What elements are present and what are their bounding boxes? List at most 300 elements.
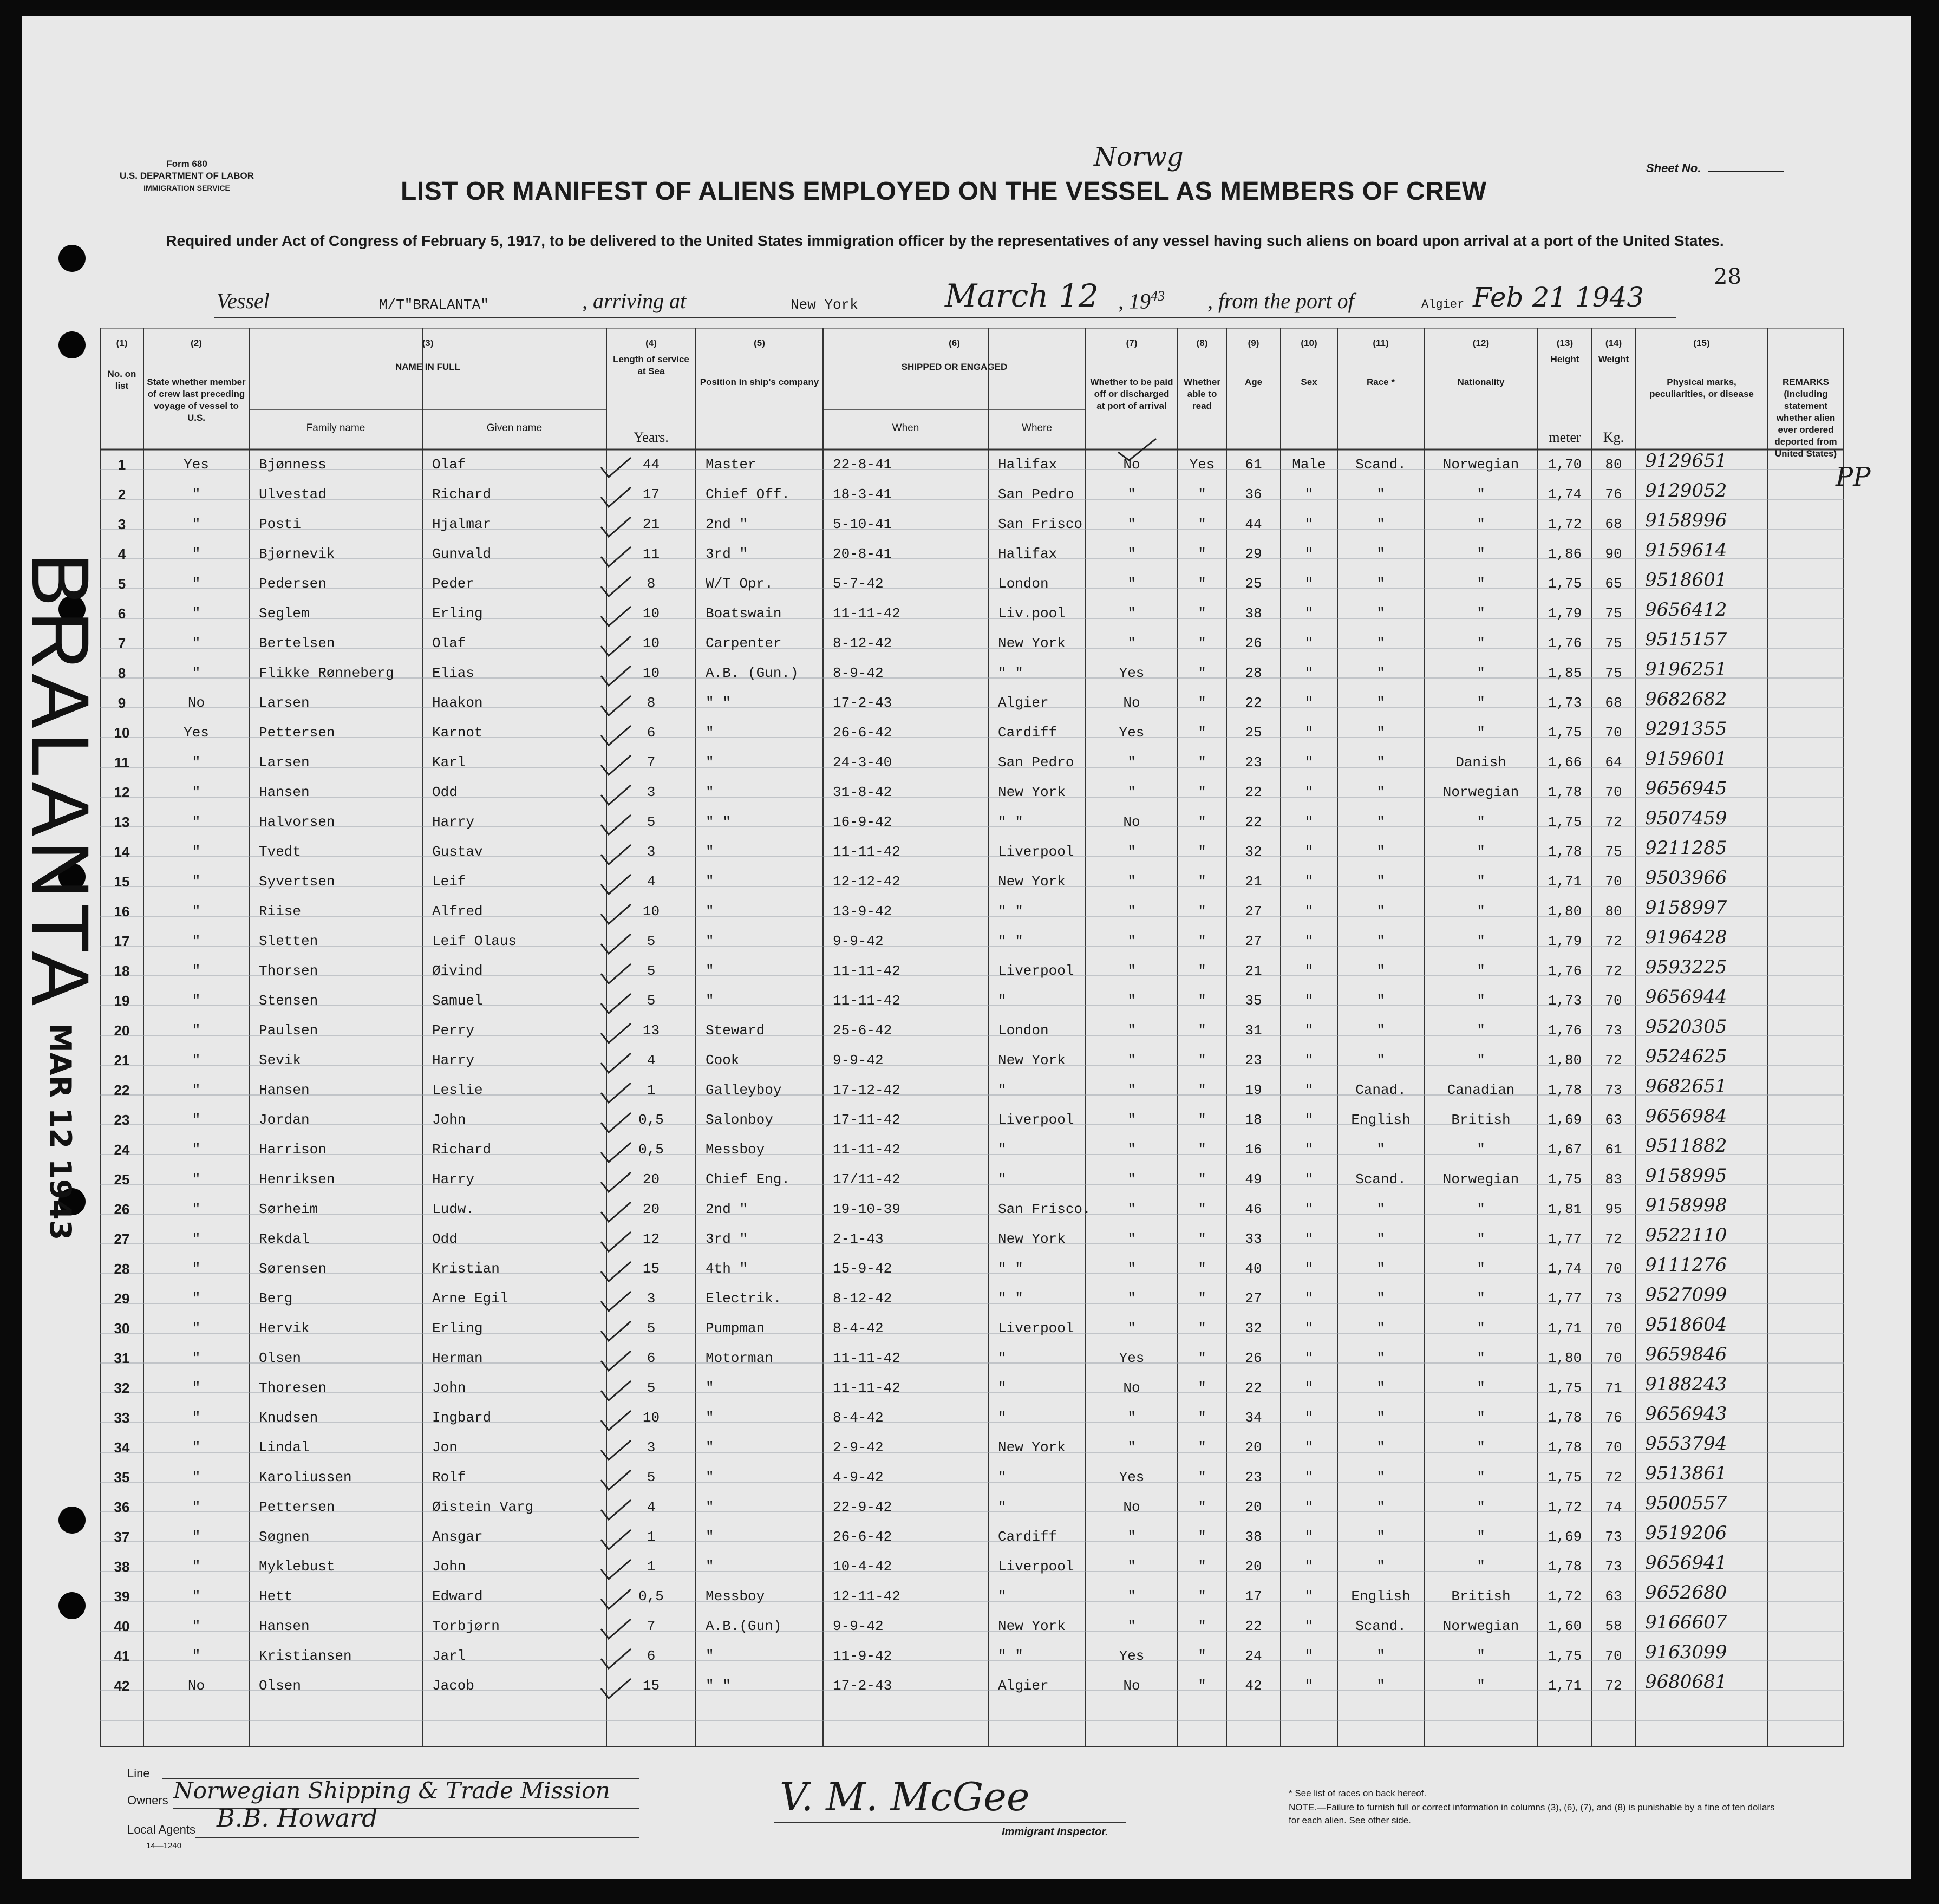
crew-manifest-table bbox=[100, 328, 1871, 1752]
given-name: Gustav bbox=[432, 844, 483, 860]
height: 1,78 bbox=[1548, 1082, 1582, 1098]
shipped-where: New York bbox=[998, 635, 1066, 651]
shipped-where: New York bbox=[998, 1618, 1066, 1634]
given-name: Odd bbox=[432, 784, 458, 800]
age: 23 bbox=[1245, 1469, 1262, 1485]
shipped-where: " " bbox=[998, 814, 1023, 830]
position: " bbox=[706, 993, 714, 1009]
family-name: Henriksen bbox=[259, 1171, 335, 1188]
able-to-read: " bbox=[1198, 1529, 1206, 1545]
weight: 63 bbox=[1605, 1112, 1622, 1128]
given-name: Øistein Varg bbox=[432, 1499, 534, 1515]
table-row bbox=[100, 837, 1844, 867]
position: Steward bbox=[706, 1022, 765, 1039]
given-name: Erling bbox=[432, 1320, 483, 1336]
position: " bbox=[706, 1410, 714, 1426]
previous-voyage: " bbox=[192, 814, 201, 830]
weight: 80 bbox=[1605, 903, 1622, 920]
arrival-port: New York bbox=[791, 297, 858, 313]
age: 21 bbox=[1245, 873, 1262, 890]
physical-marks: 9656412 bbox=[1645, 599, 1727, 621]
row-number: 42 bbox=[114, 1678, 130, 1694]
given-name: Øivind bbox=[432, 963, 483, 979]
table-row bbox=[100, 1552, 1844, 1582]
height: 1,74 bbox=[1548, 1261, 1582, 1277]
paid-off: No bbox=[1123, 1678, 1140, 1694]
able-to-read: " bbox=[1198, 1082, 1206, 1098]
shipped-where: New York bbox=[998, 1439, 1066, 1456]
table-row bbox=[100, 748, 1844, 778]
shipped-where: " bbox=[998, 1082, 1007, 1098]
able-to-read: " bbox=[1198, 1171, 1206, 1188]
position: Cook bbox=[706, 1052, 740, 1068]
age: 38 bbox=[1245, 605, 1262, 622]
sex: " bbox=[1304, 1320, 1314, 1336]
nationality: " bbox=[1477, 635, 1485, 651]
shipped-when: 19-10-39 bbox=[833, 1201, 900, 1217]
given-name: Olaf bbox=[432, 457, 466, 473]
age: 61 bbox=[1245, 457, 1262, 473]
position: " bbox=[706, 784, 714, 800]
table-row bbox=[100, 807, 1844, 837]
weight: 74 bbox=[1605, 1499, 1622, 1515]
previous-voyage: " bbox=[192, 784, 201, 800]
column-header: State whether member of crew last preceding voyage of vessel to U.S. bbox=[147, 377, 246, 423]
row-number: 4 bbox=[117, 546, 126, 562]
physical-marks: 9188243 bbox=[1645, 1373, 1727, 1395]
row-number: 34 bbox=[114, 1439, 130, 1456]
position: 3rd " bbox=[706, 546, 748, 562]
family-name: Hervik bbox=[259, 1320, 310, 1336]
age: 22 bbox=[1245, 1380, 1262, 1396]
physical-marks: 9522110 bbox=[1645, 1224, 1727, 1246]
row-number: 24 bbox=[114, 1142, 130, 1158]
shipped-when: 8-12-42 bbox=[833, 635, 892, 651]
nationality: Canadian bbox=[1447, 1082, 1515, 1098]
position: " bbox=[706, 1469, 714, 1485]
row-number: 3 bbox=[117, 516, 126, 532]
shipped-where: Liverpool bbox=[998, 1320, 1074, 1336]
row-number: 8 bbox=[117, 665, 126, 681]
given-name: Jarl bbox=[432, 1648, 466, 1664]
shipped-where: " bbox=[998, 1499, 1007, 1515]
age: 19 bbox=[1245, 1082, 1262, 1098]
family-name: Bertelsen bbox=[259, 635, 335, 651]
given-name: John bbox=[432, 1559, 466, 1575]
able-to-read: " bbox=[1198, 1112, 1206, 1128]
shipped-when: 10-4-42 bbox=[833, 1559, 892, 1575]
nationality: " bbox=[1477, 933, 1485, 949]
age: 36 bbox=[1245, 486, 1262, 503]
table-row bbox=[100, 1224, 1844, 1254]
given-name: Olaf bbox=[432, 635, 466, 651]
weight: 71 bbox=[1605, 1380, 1622, 1396]
height: 1,79 bbox=[1548, 605, 1582, 622]
sex: " bbox=[1304, 486, 1314, 503]
column-header: Position in ship's company bbox=[700, 377, 819, 387]
family-name: Karoliussen bbox=[259, 1469, 352, 1485]
race: " bbox=[1376, 873, 1385, 890]
shipped-where: San Frisco bbox=[998, 516, 1083, 532]
race: " bbox=[1376, 1290, 1385, 1307]
paid-off: " bbox=[1127, 873, 1136, 890]
weight: 75 bbox=[1605, 635, 1622, 651]
sex: " bbox=[1304, 993, 1314, 1009]
given-name: Harry bbox=[432, 814, 475, 830]
column-header: Height bbox=[1550, 354, 1579, 364]
given-name: Samuel bbox=[432, 993, 483, 1009]
binder-hole bbox=[58, 245, 86, 272]
physical-marks: 9553794 bbox=[1645, 1433, 1727, 1455]
remarks-mark: PP bbox=[1836, 462, 1871, 492]
shipped-when: 8-4-42 bbox=[833, 1410, 884, 1426]
race: " bbox=[1376, 754, 1385, 771]
age: 20 bbox=[1245, 1439, 1262, 1456]
weight: 65 bbox=[1605, 576, 1622, 592]
weight: 70 bbox=[1605, 1261, 1622, 1277]
able-to-read: " bbox=[1198, 1201, 1206, 1217]
age: 17 bbox=[1245, 1588, 1262, 1605]
sex: " bbox=[1304, 1171, 1314, 1188]
height: 1,71 bbox=[1548, 1678, 1582, 1694]
shipped-when: 2-1-43 bbox=[833, 1231, 884, 1247]
years-at-sea: 8 bbox=[647, 576, 656, 592]
height: 1,75 bbox=[1548, 1469, 1582, 1485]
sex: " bbox=[1304, 1261, 1314, 1277]
race: " bbox=[1376, 1439, 1385, 1456]
height: 1,80 bbox=[1548, 1350, 1582, 1366]
paid-off: " bbox=[1127, 516, 1136, 532]
sex: " bbox=[1304, 1082, 1314, 1098]
given-name: Peder bbox=[432, 576, 475, 592]
given-name: Ludw. bbox=[432, 1201, 475, 1217]
shipped-when: 2-9-42 bbox=[833, 1439, 884, 1456]
shipped-where: " bbox=[998, 1380, 1007, 1396]
family-name: Sørheim bbox=[259, 1201, 318, 1217]
nationality: " bbox=[1477, 1142, 1485, 1158]
height: 1,74 bbox=[1548, 486, 1582, 503]
race: " bbox=[1376, 814, 1385, 830]
sex: " bbox=[1304, 1439, 1314, 1456]
shipped-when: 17-11-42 bbox=[833, 1112, 900, 1128]
binder-hole bbox=[58, 331, 86, 358]
agents-label: Local Agents bbox=[127, 1823, 195, 1836]
previous-voyage: " bbox=[192, 903, 201, 920]
paid-off: " bbox=[1127, 1320, 1136, 1336]
weight: 72 bbox=[1605, 1469, 1622, 1485]
height: 1,78 bbox=[1548, 1559, 1582, 1575]
years-at-sea: 0,5 bbox=[638, 1588, 664, 1605]
column-header: Sex bbox=[1301, 377, 1317, 387]
age: 42 bbox=[1245, 1678, 1262, 1694]
physical-marks: 9520305 bbox=[1645, 1016, 1727, 1038]
age: 35 bbox=[1245, 993, 1262, 1009]
sex: " bbox=[1304, 754, 1314, 771]
given-name: Gunvald bbox=[432, 546, 492, 562]
given-name: Erling bbox=[432, 605, 483, 622]
table-row bbox=[100, 1135, 1844, 1165]
row-number: 38 bbox=[114, 1559, 130, 1575]
paid-off: " bbox=[1127, 1410, 1136, 1426]
weight: 73 bbox=[1605, 1290, 1622, 1307]
family-name: Myklebust bbox=[259, 1559, 335, 1575]
race: " bbox=[1376, 1410, 1385, 1426]
age: 20 bbox=[1245, 1559, 1262, 1575]
previous-voyage: " bbox=[192, 1499, 201, 1515]
department: U.S. DEPARTMENT OF LABOR bbox=[119, 171, 254, 181]
table-row bbox=[100, 510, 1844, 539]
table-row bbox=[100, 897, 1844, 927]
sex: " bbox=[1304, 516, 1314, 532]
paid-off: " bbox=[1127, 1052, 1136, 1068]
given-name: Torbjørn bbox=[432, 1618, 500, 1634]
row-number: 35 bbox=[114, 1469, 130, 1485]
nationality: " bbox=[1477, 1678, 1485, 1694]
height: 1,60 bbox=[1548, 1618, 1582, 1634]
position: " bbox=[706, 1648, 714, 1664]
previous-voyage: " bbox=[192, 1142, 201, 1158]
height: 1,75 bbox=[1548, 1380, 1582, 1396]
table-row bbox=[100, 1403, 1844, 1433]
table-row bbox=[100, 1195, 1844, 1224]
table-row bbox=[100, 450, 1844, 480]
shipped-when: 8-9-42 bbox=[833, 665, 884, 681]
physical-marks: 9511882 bbox=[1645, 1135, 1727, 1157]
able-to-read: " bbox=[1198, 1350, 1206, 1366]
race: " bbox=[1376, 963, 1385, 979]
family-name: Flikke Rønneberg bbox=[259, 665, 394, 681]
physical-marks: 9111276 bbox=[1645, 1254, 1727, 1276]
previous-voyage: " bbox=[192, 1469, 201, 1485]
previous-voyage: " bbox=[192, 1618, 201, 1634]
able-to-read: " bbox=[1198, 1469, 1206, 1485]
race: " bbox=[1376, 546, 1385, 562]
age: 46 bbox=[1245, 1201, 1262, 1217]
given-name: Harry bbox=[432, 1052, 475, 1068]
shipped-when: 17-2-43 bbox=[833, 1678, 892, 1694]
years-at-sea: 44 bbox=[642, 457, 660, 473]
weight: 64 bbox=[1605, 754, 1622, 771]
table-row bbox=[100, 1165, 1844, 1195]
years-at-sea: 15 bbox=[642, 1678, 660, 1694]
race: " bbox=[1376, 903, 1385, 920]
column-header: No. on list bbox=[107, 369, 136, 391]
paid-off: " bbox=[1127, 1261, 1136, 1277]
nationality: " bbox=[1477, 695, 1485, 711]
height: 1,77 bbox=[1548, 1231, 1582, 1247]
line-label: Line bbox=[127, 1766, 150, 1780]
family-name: Berg bbox=[259, 1290, 293, 1307]
physical-marks: 9513861 bbox=[1645, 1463, 1727, 1484]
height: 1,75 bbox=[1548, 576, 1582, 592]
paid-off: " bbox=[1127, 1290, 1136, 1307]
race: " bbox=[1376, 1022, 1385, 1039]
table-row bbox=[100, 867, 1844, 897]
sex: " bbox=[1304, 1201, 1314, 1217]
age: 40 bbox=[1245, 1261, 1262, 1277]
position: " bbox=[706, 754, 714, 771]
height: 1,69 bbox=[1548, 1529, 1582, 1545]
unit-label: meter bbox=[1549, 429, 1581, 445]
nationality: " bbox=[1477, 1350, 1485, 1366]
table-row bbox=[100, 1463, 1844, 1492]
sex: " bbox=[1304, 1142, 1314, 1158]
family-name: Pettersen bbox=[259, 1499, 335, 1515]
physical-marks: 9656941 bbox=[1645, 1552, 1727, 1574]
shipped-where: London bbox=[998, 576, 1049, 592]
age: 20 bbox=[1245, 1499, 1262, 1515]
family-name: Posti bbox=[259, 516, 302, 532]
given-name: John bbox=[432, 1112, 466, 1128]
weight: 70 bbox=[1605, 1320, 1622, 1336]
column-number: (6) bbox=[949, 338, 960, 348]
previous-voyage: " bbox=[192, 844, 201, 860]
previous-voyage: " bbox=[192, 1290, 201, 1307]
able-to-read: " bbox=[1198, 814, 1206, 830]
table-row bbox=[100, 1046, 1844, 1075]
years-at-sea: 1 bbox=[647, 1559, 656, 1575]
years-at-sea: 12 bbox=[642, 1231, 660, 1247]
sex: " bbox=[1304, 1588, 1314, 1605]
weight: 72 bbox=[1605, 1678, 1622, 1694]
family-name: Bjørnevik bbox=[259, 546, 335, 562]
given-name: Richard bbox=[432, 1142, 492, 1158]
weight: 73 bbox=[1605, 1529, 1622, 1545]
shipped-when: 24-3-40 bbox=[833, 754, 892, 771]
binder-hole bbox=[58, 1592, 86, 1619]
row-number: 5 bbox=[117, 576, 126, 592]
weight: 70 bbox=[1605, 873, 1622, 890]
position: " bbox=[706, 844, 714, 860]
column-header: Race * bbox=[1367, 377, 1395, 387]
position: Messboy bbox=[706, 1588, 765, 1605]
nationality: " bbox=[1477, 576, 1485, 592]
given-name: Edward bbox=[432, 1588, 483, 1605]
years-at-sea: 6 bbox=[647, 1648, 656, 1664]
able-to-read: " bbox=[1198, 1261, 1206, 1277]
years-at-sea: 10 bbox=[642, 1410, 660, 1426]
sex: " bbox=[1304, 903, 1314, 920]
weight: 63 bbox=[1605, 1588, 1622, 1605]
shipped-when: 17-12-42 bbox=[833, 1082, 900, 1098]
family-name: Olsen bbox=[259, 1350, 302, 1366]
years-at-sea: 5 bbox=[647, 1380, 656, 1396]
able-to-read: " bbox=[1198, 784, 1206, 800]
paid-off: " bbox=[1127, 963, 1136, 979]
position: " bbox=[706, 963, 714, 979]
paid-off: " bbox=[1127, 605, 1136, 622]
paid-off: " bbox=[1127, 1171, 1136, 1188]
weight: 75 bbox=[1605, 605, 1622, 622]
shipped-when: 9-9-42 bbox=[833, 1618, 884, 1634]
weight: 68 bbox=[1605, 695, 1622, 711]
paid-off: No bbox=[1123, 1499, 1140, 1515]
age: 21 bbox=[1245, 963, 1262, 979]
shipped-when: 9-9-42 bbox=[833, 1052, 884, 1068]
shipped-where: Algier bbox=[998, 1678, 1049, 1694]
years-at-sea: 4 bbox=[647, 873, 656, 890]
nationality: " bbox=[1477, 486, 1485, 503]
race: " bbox=[1376, 635, 1385, 651]
years-at-sea: 8 bbox=[647, 695, 656, 711]
able-to-read: " bbox=[1198, 486, 1206, 503]
row-number: 27 bbox=[114, 1231, 130, 1247]
nationality: " bbox=[1477, 546, 1485, 562]
weight: 72 bbox=[1605, 814, 1622, 830]
table-row bbox=[100, 1612, 1844, 1641]
form-number: Form 680 bbox=[166, 159, 207, 169]
shipped-where: " bbox=[998, 1142, 1007, 1158]
inspector-label: Immigrant Inspector. bbox=[1002, 1826, 1108, 1838]
previous-voyage: " bbox=[192, 993, 201, 1009]
column-header: NAME IN FULL bbox=[395, 362, 460, 372]
years-at-sea: 3 bbox=[647, 1290, 656, 1307]
sex: " bbox=[1304, 873, 1314, 890]
row-number: 30 bbox=[114, 1320, 130, 1336]
paid-off: " bbox=[1127, 1231, 1136, 1247]
column-number: (8) bbox=[1196, 338, 1208, 348]
race: " bbox=[1376, 1201, 1385, 1217]
physical-marks: 9500557 bbox=[1645, 1492, 1727, 1514]
family-name: Riise bbox=[259, 903, 302, 920]
nationality: Norwegian bbox=[1442, 457, 1519, 473]
height: 1,76 bbox=[1548, 1022, 1582, 1039]
race: " bbox=[1376, 933, 1385, 949]
able-to-read: " bbox=[1198, 665, 1206, 681]
race: " bbox=[1376, 1529, 1385, 1545]
previous-voyage: No bbox=[187, 1678, 205, 1694]
physical-marks: 9158995 bbox=[1645, 1165, 1727, 1186]
shipped-where: " " bbox=[998, 1648, 1023, 1664]
family-name: Tvedt bbox=[259, 844, 302, 860]
page-number: 28 bbox=[1714, 264, 1741, 289]
physical-marks: 9291355 bbox=[1645, 718, 1727, 740]
weight: 61 bbox=[1605, 1142, 1622, 1158]
row-number: 26 bbox=[114, 1201, 130, 1217]
given-name: Elias bbox=[432, 665, 475, 681]
shipped-when: 5-7-42 bbox=[833, 576, 884, 592]
sex: " bbox=[1304, 665, 1314, 681]
weight: 70 bbox=[1605, 784, 1622, 800]
height: 1,78 bbox=[1548, 784, 1582, 800]
sex: " bbox=[1304, 1469, 1314, 1485]
previous-voyage: Yes bbox=[184, 725, 209, 741]
previous-voyage: " bbox=[192, 1410, 201, 1426]
weight: 70 bbox=[1605, 1439, 1622, 1456]
age: 32 bbox=[1245, 844, 1262, 860]
years-at-sea: 15 bbox=[642, 1261, 660, 1277]
race: " bbox=[1376, 1320, 1385, 1336]
position: Carpenter bbox=[706, 635, 782, 651]
height: 1,72 bbox=[1548, 1499, 1582, 1515]
paid-off: Yes bbox=[1119, 725, 1145, 741]
race: " bbox=[1376, 576, 1385, 592]
able-to-read: " bbox=[1198, 933, 1206, 949]
height: 1,79 bbox=[1548, 933, 1582, 949]
nationality: " bbox=[1477, 993, 1485, 1009]
table-row bbox=[100, 986, 1844, 1016]
shipped-where: Halifax bbox=[998, 546, 1057, 562]
years-at-sea: 6 bbox=[647, 1350, 656, 1366]
physical-marks: 9593225 bbox=[1645, 956, 1727, 978]
previous-voyage: " bbox=[192, 635, 201, 651]
years-at-sea: 5 bbox=[647, 814, 656, 830]
family-name: Larsen bbox=[259, 695, 310, 711]
shipped-when: 17/11-42 bbox=[833, 1171, 900, 1188]
paid-off: " bbox=[1127, 546, 1136, 562]
nationality: " bbox=[1477, 1499, 1485, 1515]
age: 44 bbox=[1245, 516, 1262, 532]
